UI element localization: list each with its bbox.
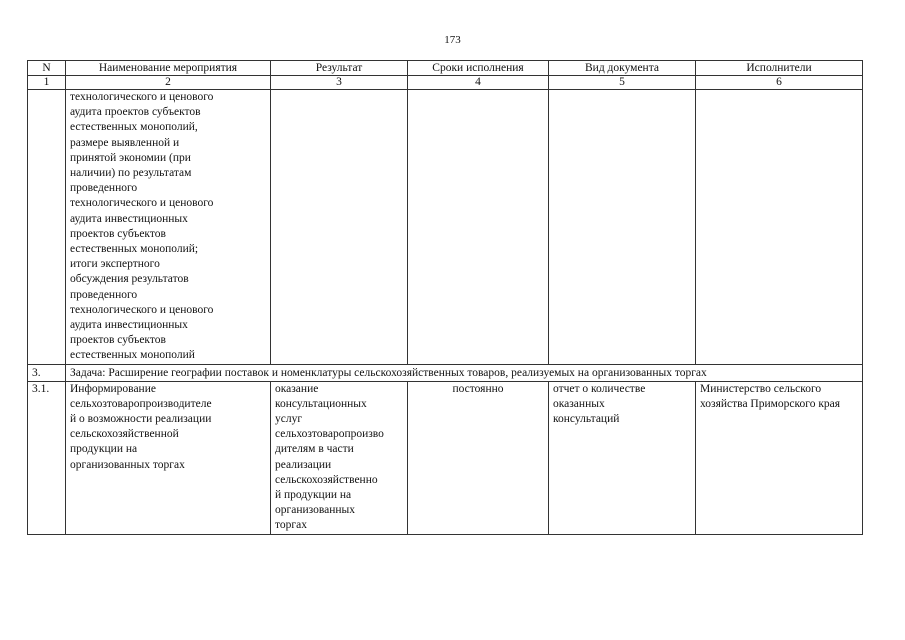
header-executors: Исполнители: [696, 61, 863, 76]
table-row: [28, 381, 863, 534]
column-number: 4: [408, 76, 549, 90]
page-number: 173: [444, 34, 461, 46]
item-name: Информирование сельхозтоваропроизводителе й о возможности реализации сельскохозяйственной продукции на организованных торгах: [66, 381, 271, 534]
empty-cell: [696, 90, 863, 365]
item-number: 3.1.: [28, 381, 66, 534]
empty-cell: [28, 90, 66, 365]
item-deadline: постоянно: [408, 381, 549, 534]
header-name: Наименование мероприятия: [66, 61, 271, 76]
column-number: 6: [696, 76, 863, 90]
empty-cell: [549, 90, 696, 365]
task-row: [28, 364, 863, 381]
header-row: [28, 61, 863, 76]
header-number: N: [28, 61, 66, 76]
header-document: Вид документа: [549, 61, 696, 76]
task-text: Задача: Расширение географии поставок и номенклатуры сельскохозяйственных товаров, реализуемых на организованных торгах: [66, 364, 863, 381]
item-executors: Министерство сельского хозяйства Приморского края: [696, 381, 863, 534]
header-result: Результат: [271, 61, 408, 76]
column-number: 5: [549, 76, 696, 90]
column-number: 1: [28, 76, 66, 90]
column-number: 2: [66, 76, 271, 90]
measures-table: [27, 60, 863, 535]
item-document: отчет о количестве оказанных консультаций: [549, 381, 696, 534]
task-number: 3.: [28, 364, 66, 381]
empty-cell: [271, 90, 408, 365]
continuation-name-cell: технологического и ценового аудита проектов субъектов естественных монополий, размере выявленной и принятой экономии (при наличии) по результатам проведенного технологического и ценового аудита инвестиционных проектов субъектов естественных монополий; итоги экспертного обсуждения результатов проведенного технологического и ценового аудита инвестиционных проектов субъектов естественных монополий: [66, 90, 271, 365]
continuation-row: [28, 90, 863, 365]
header-deadline: Сроки исполнения: [408, 61, 549, 76]
empty-cell: [408, 90, 549, 365]
column-number-row: [28, 76, 863, 90]
item-result: оказание консультационных услуг сельхозтоваропроизво дителям в части реализации сельскохозяйственно й продукции на организованных торгах: [271, 381, 408, 534]
column-number: 3: [271, 76, 408, 90]
